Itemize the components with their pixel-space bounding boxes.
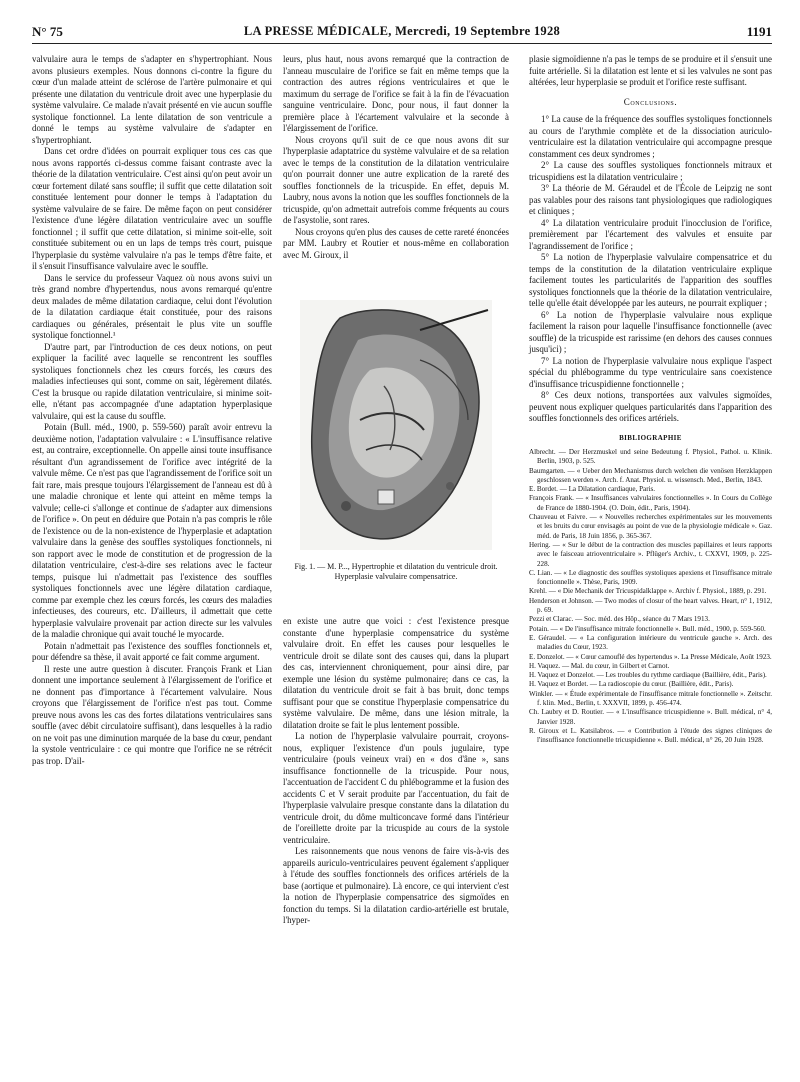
bibliography-entry: Winkler. — « Étude expérimentale de l'insuffisance mitrale fonctionnelle ». Zeitschr. f. klin. Med., Berlin, t. XXXVII, 1899, p. 456-474. (529, 689, 772, 708)
bibliography-entry: E. Géraudel. — « La configuration intérieure du ventricule gauche ». Arch. des maladies du Cœur, 1923. (529, 633, 772, 652)
conclusion-item: 3° La théorie de M. Géraudel et de l'École de Leipzig ne sont pas valables pour des raisons tant physiologiques que radiologiques et cliniques ; (529, 183, 772, 216)
bibliography-entry: H. Vaquez. — Mal. du cœur, in Gilbert et Carnot. (529, 661, 670, 670)
paragraph: valvulaire aura le temps de s'adapter en s'hypertrophiant. Nous avons plusieurs exemples. Nous donnons ci-contre la figure du cœur d'un malade atteint de sclérose de l'artère pulmonaire et qui présente une dilatation du ventricule droit avec une hyperplasie du système valvulaire. Ce malade n'avait présenté en vie aucun souffle systolique fonctionnel. La lente dilatation de son ventricule a donné le temps au système valvulaire de s'adapter en s'hypertrophiant. (32, 54, 272, 145)
column-middle-bottom (283, 616, 509, 927)
paragraph: en existe une autre que voici : c'est l'existence presque constante d'une hyperplasie compensatrice du système valvulaire droit. En effet les causes pour lesquelles le ventricule droit se dilate sont des causes qui, dans la plupart des cas, interviennent chroniquement, pour ainsi dire, par exemple une lésion du système pulmonaire; dans ce cas, la dilatation du ventricule droit se fait à bas bruit, donc temps suffisant pour que se constitue l'hyperplasie compensatrice du système valvulaire. De même, dans une lésion mitrale, la dilatation droite se fait le plus lentement possible. (283, 616, 509, 730)
conclusion-item: 6° La notion de l'hyperplasie valvulaire nous explique facilement la raison pour laquelle l'insuffisance fonctionnelle (avec souffle) de la tricuspide est rarissime (en dehors des causes connues jusqu'ici) ; (529, 309, 772, 354)
bibliography-entry: Henderson et Johnson. — Two modes of closur of the heart valves. Heart, n° 1, 1912, p. 69. (529, 596, 772, 615)
bibliography-entry: H. Vaquez et Bordet. — La radioscopie du cœur. (Baillière, édit., Paris). (529, 680, 734, 689)
column-middle-top (283, 54, 509, 261)
bibliography-entry: François Frank. — « Insuffisances valvulaires fonctionnelles ». In Cours du Collège de France de 1880-1904. (O. Doin, édit., Paris, 1904). (529, 494, 772, 512)
paragraph: Potain (Bull. méd., 1900, p. 559-560) paraît avoir entrevu la deuxième notion, l'adaptation valvulaire : « L'insuffisance relative est, au contraire, exceptionnelle. On appelle ainsi toute insuffisance résultant d'un agrandissement de l'orifice avec intégrité de la valvule même. Ce n'est pas que l'agrandissement de l'orifice soit un fait rare, mais presque toujours l'élargissement de l'anneau est dû à une maladie chronique et lente qui atteint en même temps la valvule; celle-ci s'allonge et continue de s'adapter aux dimensions de l'orifice ». On peut en déduire que Potain n'a pas compris le rôle de l'existence ou de la non-existence de l'hyperplasie et adaptation valvulaire dans la genèse des souffles systoliques fonctionnels, ni son rapport avec le mode de constitution et de progression de la dilatation ventriculaire, c'est-à-dire ses relations avec le facteur temps, puisque lui n'admettait pas l'existence des souffles systoliques fonctionnels avec une légère dilatation cardiaque, comme par exemple chez les cœurs forcés, les cœurs des maladies infectieuses, des coureurs, etc. D'ailleurs, il admettait que cette hyperplasie valvulaire provenait par action directe sur les valvules de la maladie chronique qui avait touché le myocarde. (32, 422, 272, 639)
conclusion-item: 5° La notion de l'hyperplasie valvulaire compensatrice et du temps de la constitution de la dilatation ventriculaire explique facilement toutes les particularités de l'apparition des souffles systoliques fonctionnels que la théorie de la dilatation ventriculaire, telle qu'elle était développée par les auteurs, ne pourrait expliquer ; (529, 252, 772, 308)
bibliography-entry: C. Lian. — « Le diagnostic des souffles systoliques apexiens et l'insuffisance mitrale fonctionnelle ». Thèse, Paris, 1909. (529, 568, 772, 587)
page-number: 1191 (746, 24, 772, 39)
paragraph: leurs, plus haut, nous avons remarqué que la contraction de l'anneau musculaire de l'orifice se fait en même temps que la contraction des autres régions ventriculaires et que le maximum du serrage de l'orifice se fait à la fin de l'évacuation sanguine ventriculaire. Donc, pour nous, il faut donner la première place à l'écartement valvulaire et la seconde à l'élargissement de l'orifice. (283, 54, 509, 133)
issue-number: N° 75 (32, 24, 63, 39)
bibliography-entry: Ch. Laubry et D. Routier. — « L'insuffisance tricuspidienne ». Bull. médical, n° 4, Janvier 1928. (529, 708, 772, 726)
header-rule (32, 43, 772, 44)
conclusions-heading: Conclusions. (623, 96, 678, 107)
bibliography-entry: Baumgarten. — « Ueber den Mechanismus durch welchen die venösen Herzklappen geschlossen werden ». Arch. f. Anat. Physiol. u. wissensch. Med., Berlin, 1843. (529, 466, 772, 484)
column-left (32, 54, 272, 767)
bibliography-list (529, 448, 772, 746)
bibliography-entry: E. Donzelot. — « Cœur camouflé des hypertendus ». La Presse Médicale, Août 1923. (529, 652, 772, 661)
paragraph: Il reste une autre question à discuter. François Frank et Lian donnent une importance seulement à l'élargissement de l'orifice et ne donnent pas d'importance à l'écartement valvulaire. Nous croyons que l'élargissement de l'orifice n'est pas tout. Comme preuve nous avons les cas des fortes dilatations ventriculaires sans souffle (avec débit circulatoire suffisant), dans lesquelles à la radio on ne voit pas une diminution marquée de la base du cœur, pendant la systole ventriculaire : ce qui montre que l'orifice ne se rétrécit pas trop. D'ail- (32, 663, 272, 766)
paragraph: Dans le service du professeur Vaquez où nous avons suivi un très grand nombre d'hypertendus, nous avons remarqué qu'entre deux malades de même dilatation cardiaque, celui dont l'évolution de la dilatation cardiaque était constituée, pour des raisons cardiaques ou générales, présentait le plus vite un souffle systolique fonctionnel.¹ (32, 272, 272, 340)
paragraph: La notion de l'hyperplasie valvulaire pourrait, croyons-nous, expliquer l'existence d'un pouls jugulaire, type ventriculaire (pouls veineux vrai) en « dos d'âne », sans insuffisance fonctionnelle de la tricuspide. Pour nous, l'accentuation de l'accident C du phlébogramme et la fusion des accidents C et V serait produite par l'accentuation, du fait de l'hyperplasie valvulaire presque constante dans la dilatation du ventricule droit, du dôme multiconcave formé dans l'intérieur de l'oreillette droite par la tricuspide au cours de la systole ventriculaire. (283, 731, 509, 845)
bibliography-entry: Potain. — « De l'insuffisance mitrale fonctionnelle ». Bull. méd., 1900, p. 559-560. (529, 624, 766, 633)
paragraph: Nous croyons qu'il suit de ce que nous avons dit sur l'hyperplasie adaptatrice du système valvulaire et de sa relation avec le temps de la constitution de la dilatation ventriculaire qu'on pourrait donner une autre explication de la rareté des souffles fonctionnels de la tricuspide. En effet, depuis M. Laubry, nous avons la notion que les souffles fonctionnels de la tricuspide, qu'on admettait autrefois comme fréquents au cours de l'asystolie, sont rares. (283, 134, 509, 225)
conclusion-item: 4° La dilatation ventriculaire produit l'inocclusion de l'orifice, premièrement par l'écartement des valvules et ensuite par l'agrandissement de l'orifice ; (529, 217, 772, 251)
paragraph: plasie sigmoïdienne n'a pas le temps de se produire et il s'ensuit une fuite artérielle. Si la dilatation est lente et si les valvules ne sont pas altérées, leur hyperplasie se produit et l'orifice reste suffisant. (529, 54, 772, 87)
bibliography-heading: BIBLIOGRAPHIE (619, 433, 682, 442)
caption-line: Hyperplasie valvulaire compensatrice. (334, 572, 458, 581)
paragraph: Dans cet ordre d'idées on pourrait expliquer tous ces cas que nous avons rapportés ci-dessus comme faisant contraste avec la théorie de la dilatation ventriculaire. C'est ainsi qu'on peut avoir un cœur fortement dilaté sans souffle; il suffit que cette dilatation soit constituée lentement pour donner le temps à l'adaptation du système valvulaire de se faire. De même façon on peut considérer l'existence d'une légère dilatation ventriculaire avec un souffle fonctionnel ; il suffit que cette dilatation, si minime soit-elle, soit constituée subitement ou en un laps de temps très court, puisque l'hyperplasie du système valvulaire n'a pas le temps d'être faite, et il s'ensuit l'insuffisance valvulaire avec le souffle. (32, 146, 272, 271)
paragraph: D'autre part, par l'introduction de ces deux notions, on peut expliquer la facilité avec laquelle se rencontrent les souffles systoliques fonctionnels chez les cœurs forcés, les cœurs des maladies infectieuses qui sont, comme on sait, légèrement dilatés. C'est la brusque ou rapide dilatation ventriculaire, si minime soit-elle, n'étant pas accompagnée d'une adaptation hyperplasique valvulaire, qui est la cause du souffle. (32, 341, 272, 421)
column-right (529, 54, 772, 746)
figure-heart (283, 300, 509, 610)
conclusion-item: 2° La cause des souffles systoliques fonctionnels mitraux et tricuspidiens est la dilatation ventriculaire ; (529, 160, 772, 182)
bibliography-entry: H. Vaquez et Donzelot. — Les troubles du rythme cardiaque (Baillière, édit., Paris). (529, 671, 767, 680)
journal-title: LA PRESSE MÉDICALE, Mercredi, 19 Septembre 1928 (243, 24, 561, 38)
paragraph: Les raisonnements que nous venons de faire vis-à-vis des appareils auriculo-ventriculaires peuvent également s'appliquer à l'étude des souffles fonctionnels des orifices artériels de la base (aortique et pulmonaire). Là encore, ce qui intervient c'est la notion de l'hyperplasie compensatrice des sigmoïdes en fonction du temps. Si la dilatation cardio-artérielle est brutale, l'hyper- (283, 846, 509, 925)
conclusion-item: 8° Ces deux notions, transportées aux valvules sigmoïdes, peuvent nous expliquer quelques particularités dans l'apparition des souffles fonctionnels des orifices artériels. (529, 390, 772, 423)
conclusion-item: 1° La cause de la fréquence des souffles systoliques fonctionnels au cours de l'arythmie complète et de la dissociation auriculo-ventriculaire est la dilatation ventriculaire qui accompagne presque constamment ces deux syndromes ; (529, 114, 772, 159)
bibliography-entry: E. Bordet. — La Dilatation cardiaque, Paris. (529, 485, 656, 494)
bibliography-entry: Chauveau et Faivre. — « Nouvelles recherches expérimentales sur les mouvements et les bruits du cœur envisagés au point de vue de la physiologie médicale ». Gaz. méd. de Paris, 18 Juin 1856, p. 365-367. (529, 513, 772, 540)
paragraph: Potain n'admettait pas l'existence des souffles fonctionnels et, pour défendre sa thèse, il avait apporté ce fait comme argument. (32, 640, 272, 662)
paragraph: Nous croyons qu'en plus des causes de cette rareté énoncées par MM. Laubry et Routier et nous-même en collaboration avec M. Giroux, il (283, 226, 509, 260)
figure-caption (283, 562, 509, 582)
bibliography-entry: Krehl. — « Die Mechanik der Tricuspidalklappe ». Archiv f. Physiol., 1889, p. 291. (529, 587, 767, 596)
bibliography-entry: Pezzi et Clarac. — Soc. méd. des Hôp., séance du 7 Mars 1913. (529, 615, 710, 624)
bibliography-entry: Hering. — « Sur le début de la contraction des muscles papillaires et leurs rapports avec le faisceau atrioventriculaire ». Pflüger's Archiv., t. CXXVI, 1909, p. 225-228. (529, 540, 772, 568)
page-header (32, 24, 772, 46)
caption-line: Fig. 1. — M. P..., Hypertrophie et dilatation du ventricule droit. (294, 562, 498, 571)
conclusion-item: 7° La notion de l'hyperplasie valvulaire nous explique l'aspect spécial du phlébogramme du type ventriculaire sans coexistence d'insuffisance tricuspidienne fonctionnelle ; (529, 355, 772, 389)
bibliography-entry: Albrecht. — Der Herzmuskel und seine Bedeutung f. Physiol., Pathol. u. Klinik. Berlin, 1903, p. 525. (529, 448, 772, 466)
heart-specimen-photo (300, 300, 492, 550)
bibliography-entry: R. Giroux et L. Katsilabros. — « Contribution à l'étude des signes cliniques de l'insuffisance fonctionnelle tricuspidienne ». Bull. médical, n° 26, 20 Juin 1928. (529, 726, 772, 745)
